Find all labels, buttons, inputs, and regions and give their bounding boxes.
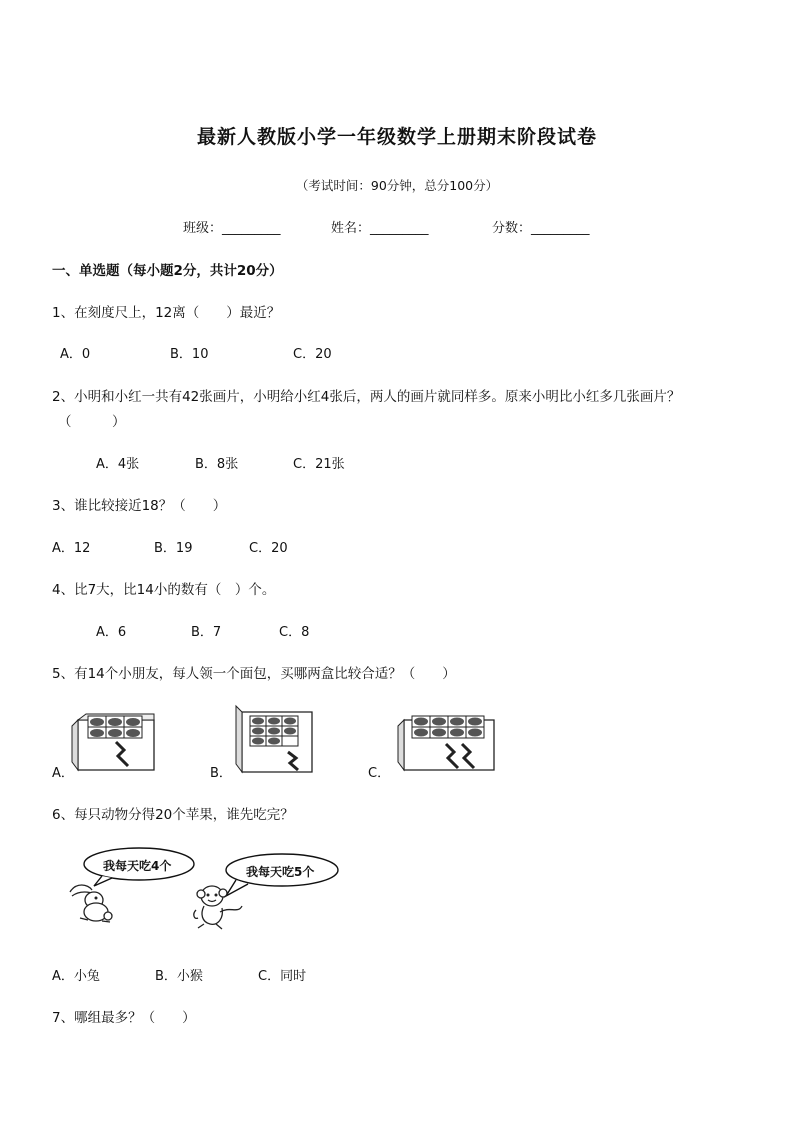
q4-option-c: C．8 [279,625,310,640]
bread-box-c-image [396,714,498,774]
q4-option-a: A．6 [96,625,127,640]
q5-option-c: C． [368,766,391,781]
exam-subtitle: （考试时间：90分钟，总分100分） [295,178,499,193]
speech-bubble-2-text: 我每天吃5个 [246,865,315,879]
q1-option-b: B．10 [170,347,209,362]
q5-option-a: A． [52,766,74,781]
q2-option-a: A．4张 [96,457,140,472]
q3-option-a: A．12 [52,541,91,556]
question-1: 1、在刻度尺上，12离（ ）最近？ [52,305,281,321]
question-5: 5、有14个小朋友，每人领一个面包，买哪两盒比较合适？（ ） [52,666,456,682]
q3-option-b: B．19 [154,541,193,556]
monkey-icon [190,884,248,930]
bread-box-b-image [232,706,318,774]
section-title: 一、单选题（每小题2分，共计20分） [52,263,283,279]
q4-option-b: B．7 [191,625,222,640]
q1-option-c: C．20 [293,347,332,362]
score-field: 分数：_________ [492,221,590,236]
q1-option-a: A．0 [60,347,91,362]
question-7: 7、哪组最多？（ ） [52,1010,196,1026]
bread-box-a-image [72,712,160,774]
question-4: 4、比7大，比14小的数有（ ）个。 [52,582,276,598]
question-2: 2、小明和小红一共有42张画片，小明给小红4张后，两人的画片就同样多。原来小明比小红多几张画片？ [52,389,681,405]
q2-option-b: B．8张 [195,457,239,472]
question-3: 3、谁比较接近18？（ ） [52,498,227,514]
q6-option-b: B．小猴 [155,969,203,984]
q2-option-c: C．21张 [293,457,345,472]
class-field: 班级：_________ [183,221,281,236]
name-field: 姓名：_________ [331,221,429,236]
rabbit-icon [66,880,116,924]
q3-option-c: C．20 [249,541,288,556]
speech-bubble-1-text: 我每天吃4个 [103,859,172,873]
question-2-paren: （ ） [58,414,126,430]
q6-option-a: A．小兔 [52,969,100,984]
q5-option-b: B． [210,766,232,781]
question-6: 6、每只动物分得20个苹果，谁先吃完？ [52,807,294,823]
q6-option-c: C．同时 [258,969,307,984]
exam-title: 最新人教版小学一年级数学上册期末阶段试卷 [196,126,597,148]
